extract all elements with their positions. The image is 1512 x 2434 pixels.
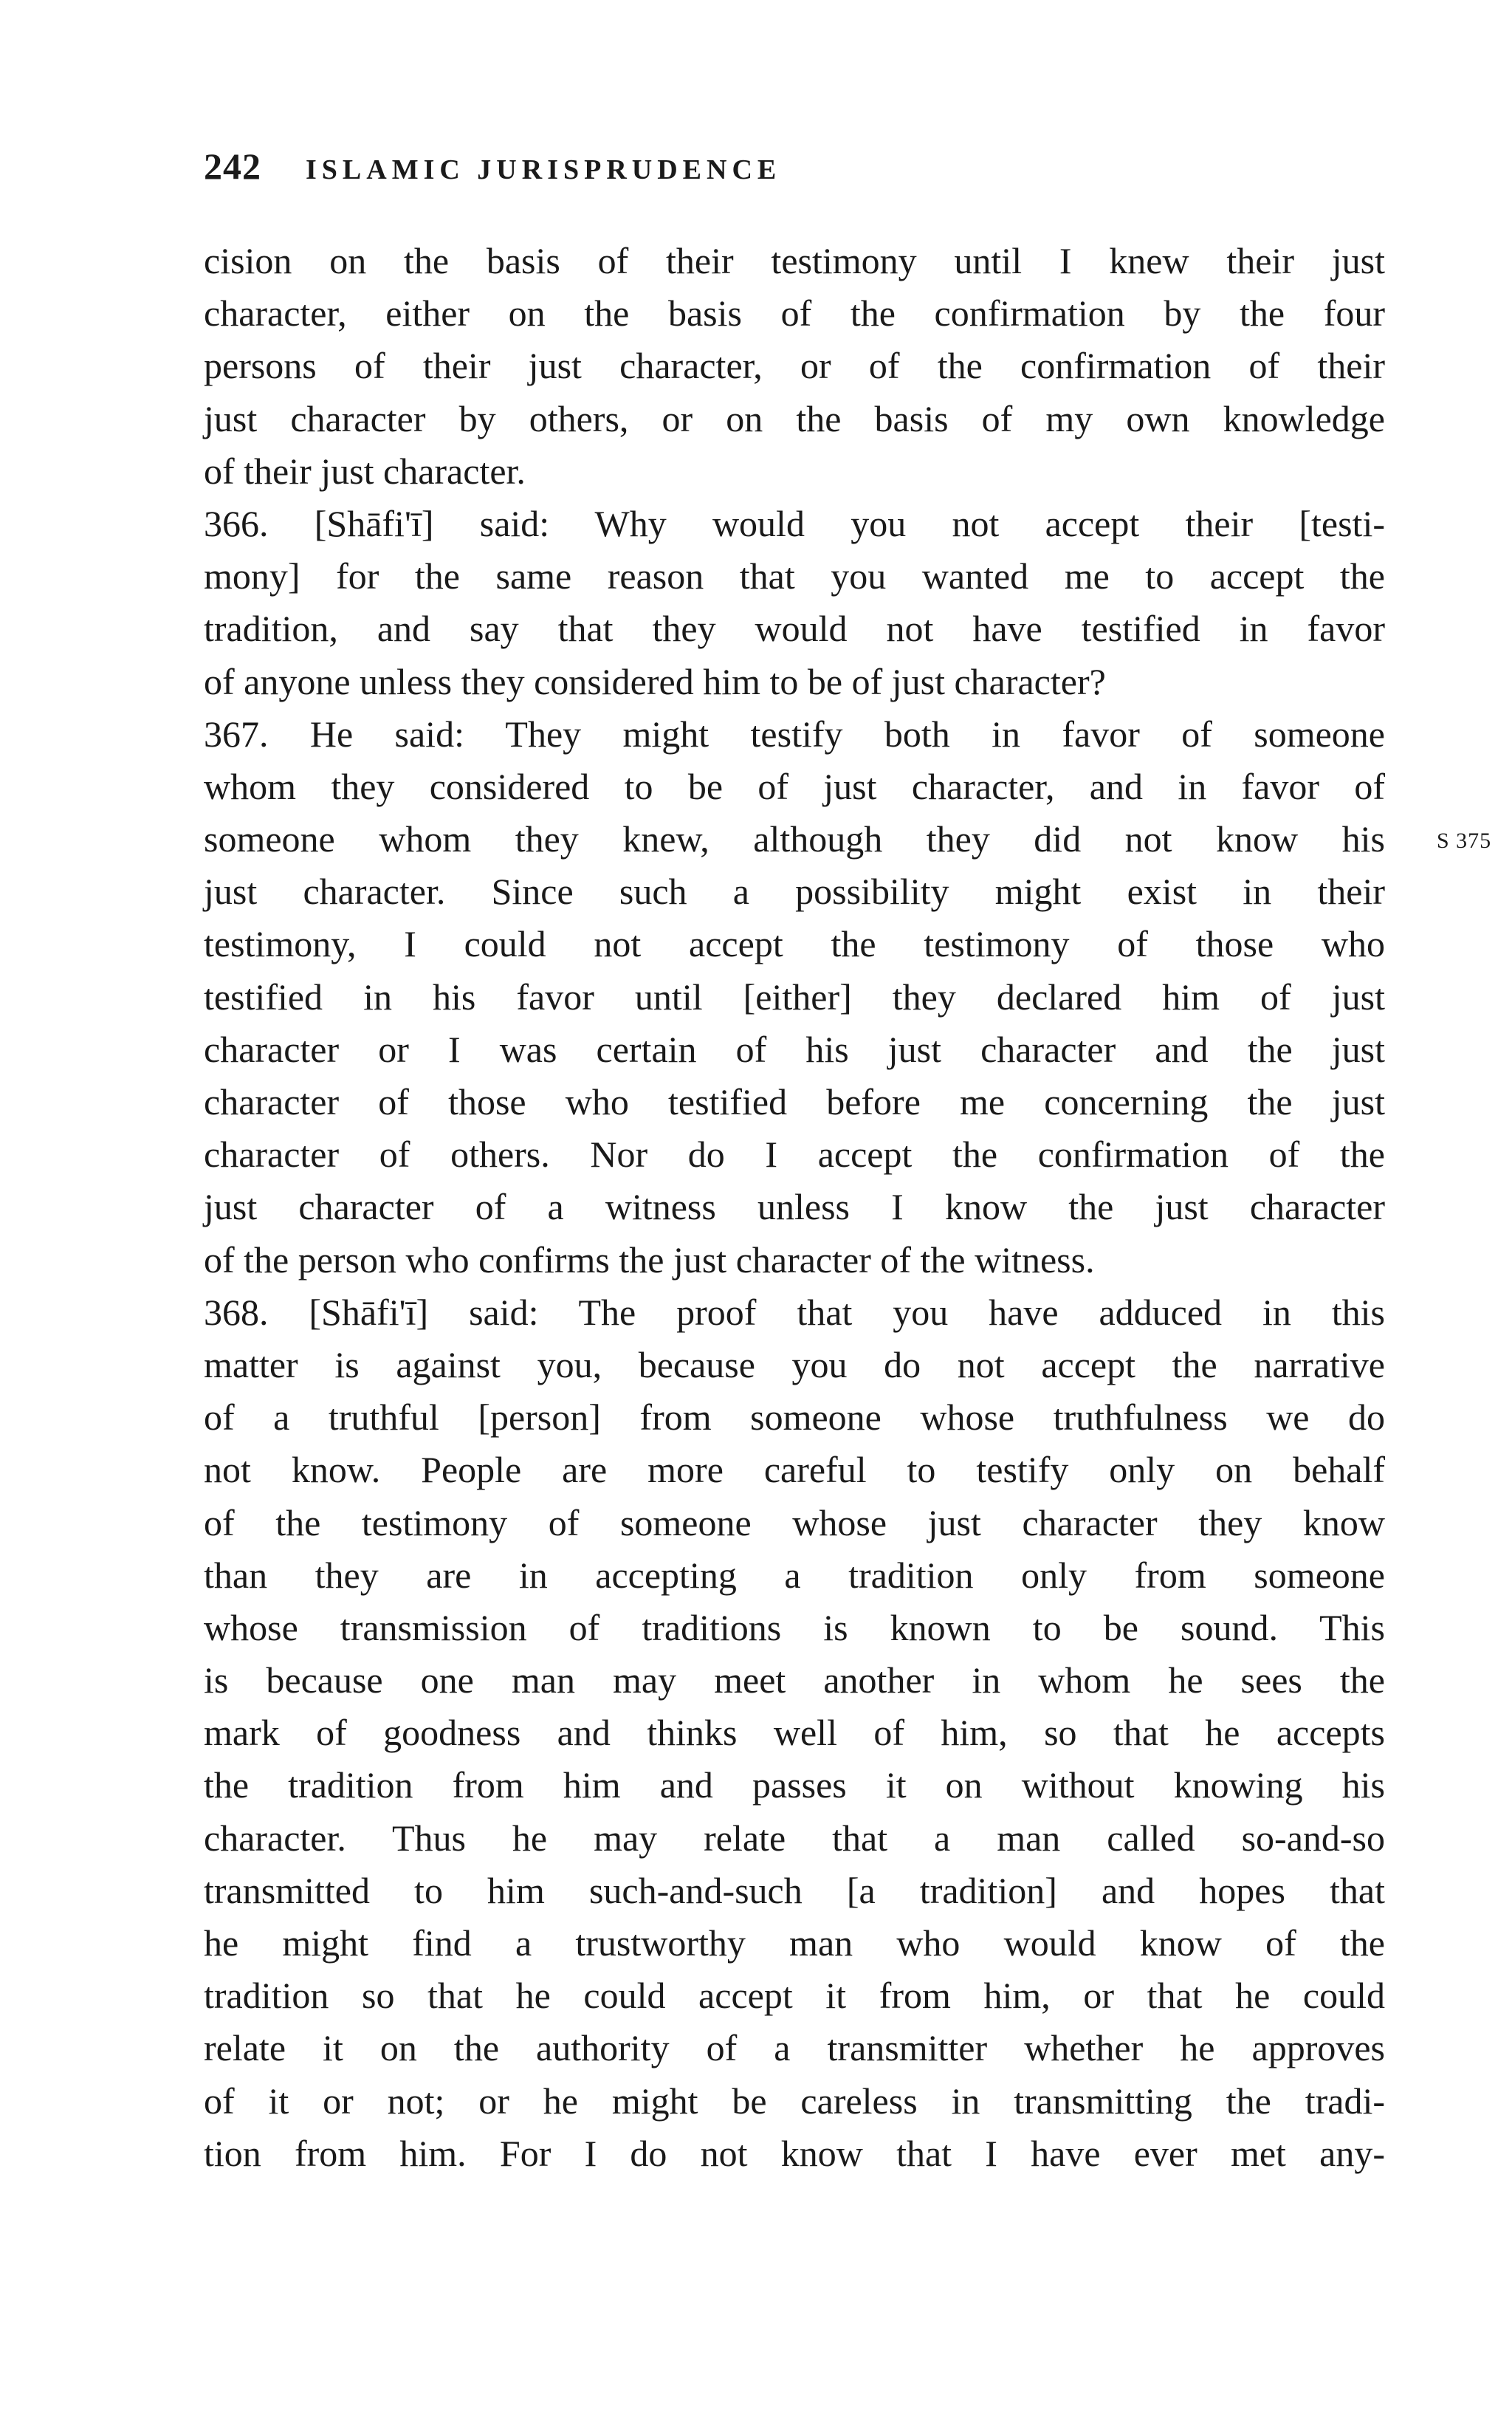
text-line: 368. [Shāfi'ī] said: The proof that you have adduced in this	[204, 1291, 1385, 1333]
text-line: of a truthful [person] from someone whose truthfulness we do	[204, 1396, 1385, 1439]
text-line: character. Thus he may relate that a man called so-and-so	[204, 1817, 1385, 1859]
page-number: 242	[204, 145, 261, 187]
text-line: tion from him. For I do not know that I have ever met any-	[204, 2132, 1385, 2174]
text-line: whose transmission of traditions is known to be sound. This	[204, 1606, 1385, 1648]
text-line: of it or not; or he might be careless in transmitting the tradi-	[204, 2080, 1385, 2122]
text-line: testified in his favor until [either] they declared him of just	[204, 976, 1385, 1018]
margin-note: S 375	[1437, 829, 1492, 853]
body-text	[204, 235, 1385, 2180]
text-line: someone whom they knew, although they did not know his	[204, 818, 1385, 860]
text-line: than they are in accepting a tradition only from someone	[204, 1554, 1385, 1596]
text-line: tradition, and say that they would not have testified in favor	[204, 608, 1385, 650]
text-line: of anyone unless they considered him to be of just character?	[204, 660, 1106, 702]
text-line: testimony, I could not accept the testimony of those who	[204, 923, 1385, 965]
text-line: character of others. Nor do I accept the confirmation of the	[204, 1134, 1385, 1176]
running-head: ISLAMIC JURISPRUDENCE	[306, 154, 782, 185]
text-line: of the testimony of someone whose just character they know	[204, 1501, 1385, 1543]
text-line: matter is against you, because you do not accept the narrative	[204, 1343, 1385, 1385]
text-line: just character of a witness unless I know the just character	[204, 1186, 1385, 1228]
text-line: 366. [Shāfi'ī] said: Why would you not accept their [testi-	[204, 502, 1385, 544]
text-line: not know. People are more careful to testify only on behalf	[204, 1449, 1385, 1491]
text-line: is because one man may meet another in whom he sees the	[204, 1659, 1385, 1701]
page-header	[204, 145, 781, 188]
text-line: character, either on the basis of the confirmation by the four	[204, 292, 1385, 335]
text-line: mony] for the same reason that you wanted me to accept the	[204, 555, 1385, 597]
text-line: cision on the basis of their testimony until I knew their just	[204, 240, 1385, 281]
text-line: tradition so that he could accept it from him, or that he could	[204, 1975, 1385, 2017]
text-line: mark of goodness and thinks well of him, so that he accepts	[204, 1712, 1385, 1754]
text-line: of their just character.	[204, 450, 526, 492]
text-line: just character by others, or on the basis of my own knowledge	[204, 397, 1385, 439]
text-line: the tradition from him and passes it on without knowing his	[204, 1764, 1385, 1806]
text-line: persons of their just character, or of the confirmation of their	[204, 345, 1385, 387]
text-line: relate it on the authority of a transmitter whether he approves	[204, 2027, 1385, 2069]
text-line: 367. He said: They might testify both in favor of someone	[204, 713, 1385, 755]
text-line: he might find a trustworthy man who would know of the	[204, 1922, 1385, 1964]
text-line: transmitted to him such-and-such [a tradition] and hopes that	[204, 1869, 1385, 1911]
text-line: of the person who confirms the just character of the witness.	[204, 1238, 1095, 1281]
text-line: character or I was certain of his just character and the just	[204, 1028, 1385, 1070]
text-line: just character. Since such a possibility might exist in their	[204, 871, 1385, 913]
text-line: whom they considered to be of just character, and in favor of	[204, 765, 1385, 807]
text-line: character of those who testified before me concerning the just	[204, 1081, 1385, 1122]
